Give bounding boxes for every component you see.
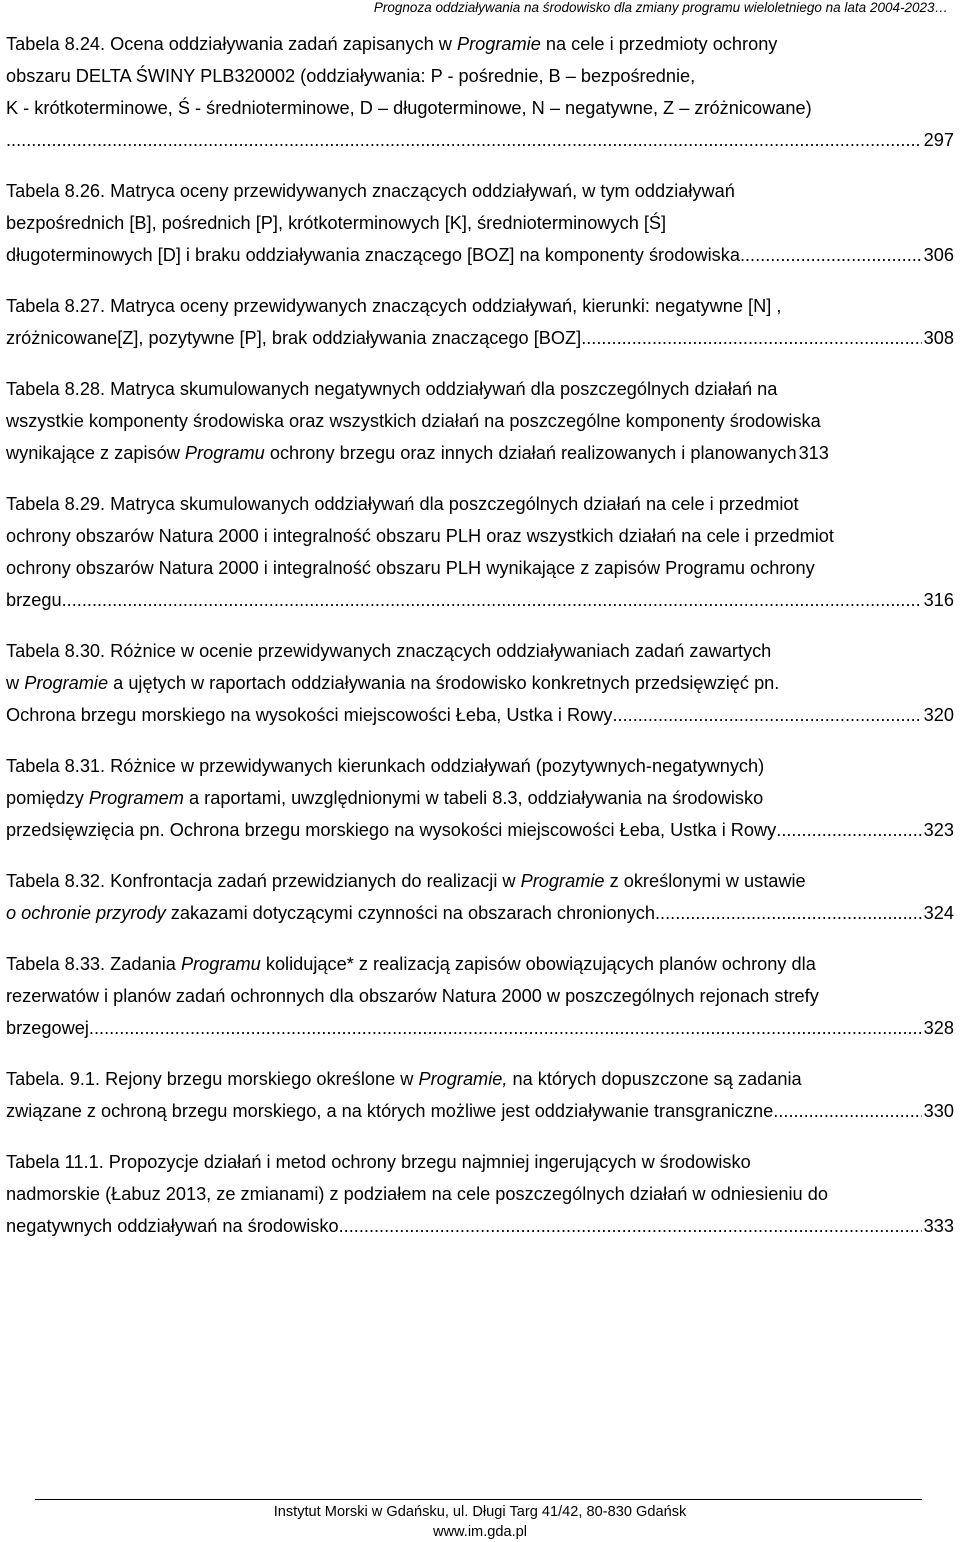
entry-line: wszystkie komponenty środowiska oraz wszystkich działań na poszczególne komponenty środowiska [6, 411, 821, 431]
entry-text: brzegu [6, 590, 62, 610]
entry-line: Tabela 8.29. Matryca skumulowanych oddziaływań dla poszczególnych działań na cele i przedmiot [6, 494, 799, 514]
footer-website-link[interactable]: www.im.gda.pl [432, 1524, 528, 1540]
page-number[interactable]: 330 [923, 1101, 954, 1121]
toc-entry-8-27[interactable] [6, 290, 954, 354]
entry-line: Tabela 8.31. Różnice w przewidywanych kierunkach oddziaływań (pozytywnych-negatywnych) [6, 756, 765, 776]
dot-leader [6, 124, 922, 156]
entry-leader-line [6, 897, 954, 929]
page-number[interactable]: 316 [923, 590, 954, 610]
page-number[interactable]: 328 [923, 1018, 954, 1038]
entry-leader-line [6, 1095, 954, 1127]
footer-address: Instytut Morski w Gdańsku, ul. Długi Targ 41/42, 80-830 Gdańsk [273, 1504, 687, 1520]
page-number[interactable]: 306 [923, 245, 954, 265]
entry-leader-line [6, 584, 954, 616]
dot-leader [89, 1012, 922, 1044]
table-of-contents [6, 28, 954, 1261]
page-number[interactable]: 313 [798, 443, 829, 463]
entry-leader-line [6, 322, 954, 354]
dot-leader [339, 1210, 922, 1242]
entry-text: na cele i przedmioty ochrony [540, 34, 778, 54]
entry-text: Ochrona brzegu morskiego na wysokości miejscowości Łeba, Ustka i Rowy [6, 705, 613, 725]
entry-line: Tabela. 9.1. Rejony brzegu morskiego określone w Programie, na których dopuszczone są zadania [6, 1069, 802, 1089]
entry-line: ochrony obszarów Natura 2000 i integralność obszaru PLH wynikające z zapisów Programu ochrony [6, 558, 815, 578]
entry-line: Tabela 8.32. Konfrontacja zadań przewidzianych do realizacji w Programie z określonymi w ustawie [6, 871, 806, 891]
page-number[interactable]: 320 [923, 705, 954, 725]
entry-text: o ochronie przyrody zakazami dotyczącymi czynności na obszarach chronionych [6, 903, 655, 923]
toc-entry-8-29[interactable] [6, 488, 954, 616]
entry-line: obszaru DELTA ŚWINY PLB320002 (oddziaływania: P - pośrednie, B – bezpośrednie, [6, 66, 696, 86]
entry-line: pomiędzy Programem a raportami, uwzględnionymi w tabeli 8.3, oddziaływania na środowisko [6, 788, 764, 808]
entry-line: Tabela 11.1. Propozycje działań i metod ochrony brzegu najmniej ingerujących w środowisko [6, 1152, 751, 1172]
entry-leader-line [6, 699, 954, 731]
footer-divider [35, 1499, 922, 1500]
toc-entry-8-24[interactable] [6, 28, 954, 156]
page-number[interactable]: 324 [923, 903, 954, 923]
page-number[interactable]: 323 [923, 820, 954, 840]
dot-leader [740, 239, 922, 271]
entry-text: zróżnicowane[Z], pozytywne [P], brak oddziaływania znaczącego [BOZ] [6, 328, 582, 348]
entry-line: Tabela 8.33. Zadania Programu kolidujące* z realizacją zapisów obowiązujących planów ochrony dla [6, 954, 816, 974]
entry-leader-line [6, 1012, 954, 1044]
dot-leader [773, 1095, 921, 1127]
entry-line [6, 28, 954, 60]
toc-entry-8-32[interactable] [6, 865, 954, 929]
toc-entry-8-28[interactable] [6, 373, 954, 469]
entry-leader-line [6, 1210, 954, 1242]
page-number[interactable]: 333 [923, 1216, 954, 1236]
toc-entry-8-26[interactable] [6, 175, 954, 271]
entry-line: w Programie a ujętych w raportach oddziaływania na środowisko konkretnych przedsięwzięć pn. [6, 673, 780, 693]
entry-line: Tabela 8.26. Matryca oceny przewidywanych znaczących oddziaływań, w tym oddziaływań [6, 181, 735, 201]
dot-leader [776, 814, 921, 846]
entry-leader-line [6, 239, 954, 271]
dot-leader [613, 699, 922, 731]
toc-entry-8-31[interactable] [6, 750, 954, 846]
toc-entry-11-1[interactable] [6, 1146, 954, 1242]
entry-line: bezpośrednich [B], pośrednich [P], krótkoterminowych [K], średnioterminowych [Ś] [6, 213, 667, 233]
entry-text: brzegowej [6, 1018, 89, 1038]
entry-line: nadmorskie (Łabuz 2013, ze zmianami) z podziałem na cele poszczególnych działań w odniesieniu do [6, 1184, 828, 1204]
page-number[interactable]: 297 [923, 130, 954, 150]
entry-line: rezerwatów i planów zadań ochronnych dla obszarów Natura 2000 w poszczególnych rejonach strefy [6, 986, 819, 1006]
entry-line: Tabela 8.27. Matryca oceny przewidywanych znaczących oddziaływań, kierunki: negatywne [N] , [6, 296, 782, 316]
entry-text: wynikające z zapisów Programu ochrony brzegu oraz innych działań realizowanych i planowanych [6, 443, 797, 463]
entry-text: przedsięwzięcia pn. Ochrona brzegu morskiego na wysokości miejscowości Łeba, Ustka i Rowy [6, 820, 777, 840]
entry-line: Tabela 8.28. Matryca skumulowanych negatywnych oddziaływań dla poszczególnych działań na [6, 379, 778, 399]
entry-leader-line [6, 124, 954, 156]
toc-entry-9-1[interactable] [6, 1063, 954, 1127]
dot-leader [62, 584, 922, 616]
entry-line: K - krótkoterminowe, Ś - średnioterminowe, D – długoterminowe, N – negatywne, Z – zróżnicowane) [6, 98, 812, 118]
running-header: Prognoza oddziaływania na środowisko dla zmiany programu wieloletniego na lata 2004-2023… [373, 0, 948, 15]
page-number[interactable]: 308 [923, 328, 954, 348]
entry-line: ochrony obszarów Natura 2000 i integralność obszaru PLH oraz wszystkich działań na cele i przedmiot [6, 526, 834, 546]
entry-text: związane z ochroną brzegu morskiego, a na których możliwe jest oddziaływanie transgraniczne [6, 1101, 774, 1121]
toc-entry-8-33[interactable] [6, 948, 954, 1044]
entry-italic-text: Programie [456, 34, 541, 54]
dot-leader [655, 897, 922, 929]
entry-text: negatywnych oddziaływań na środowisko [6, 1216, 339, 1236]
entry-line: Tabela 8.30. Różnice w ocenie przewidywanych znaczących oddziaływaniach zadań zawartych [6, 641, 772, 661]
entry-leader-line [6, 814, 954, 846]
dot-leader [581, 322, 921, 354]
entry-text: Tabela 8.24. Ocena oddziaływania zadań zapisanych w [6, 34, 457, 54]
entry-text: długoterminowych [D] i braku oddziaływania znaczącego [BOZ] na komponenty środowiska [6, 245, 740, 265]
entry-leader-line [6, 437, 954, 469]
page-footer [0, 1502, 960, 1542]
toc-entry-8-30[interactable] [6, 635, 954, 731]
